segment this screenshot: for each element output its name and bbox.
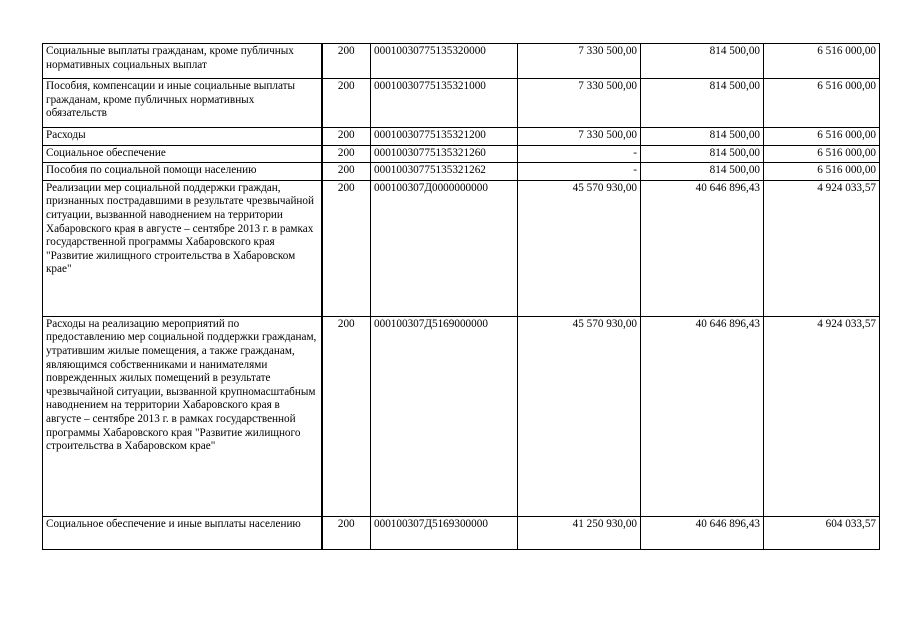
row-executed-amount-cell: 814 500,00 [641,145,764,163]
row-name-cell: Пособия по социальной помощи населению [43,163,322,181]
row-unexecuted-amount-cell: 6 516 000,00 [764,79,880,128]
row-classification-code-cell: 00010030775135321262 [371,163,518,181]
row-classification-code-cell: 00010030775135321260 [371,145,518,163]
row-code-cell: 200 [322,316,371,516]
row-approved-amount-cell: 7 330 500,00 [518,44,641,79]
row-name-cell: Расходы [43,128,322,146]
row-name-cell: Расходы на реализацию мероприятий по предоставлению мер социальной поддержки гражданам, утратившим жилые помещения, а также гражданам, являющимся собственниками и нанимателями поврежденных жилых помещений в результате чрезвычайной ситуации, вызванной крупномасштабным наводнением на территории Хабаровского края в августе – сентябре 2013 г. в рамках государственной программы Хабаровского края "Развитие жилищного строительства в Хабаровском крае" [43,316,322,516]
row-code-cell: 200 [322,516,371,549]
row-code-cell: 200 [322,128,371,146]
row-classification-code-cell: 000100307Д0000000000 [371,180,518,316]
row-code-cell: 200 [322,163,371,181]
row-executed-amount-cell: 40 646 896,43 [641,180,764,316]
row-unexecuted-amount-cell: 4 924 033,57 [764,180,880,316]
row-name-cell: Социальное обеспечение и иные выплаты населению [43,516,322,549]
row-executed-amount-cell: 814 500,00 [641,163,764,181]
row-unexecuted-amount-cell: 4 924 033,57 [764,316,880,516]
row-executed-amount-cell: 814 500,00 [641,44,764,79]
row-code-cell: 200 [322,79,371,128]
row-name-cell: Реализации мер социальной поддержки граждан, признанных пострадавшими в результате чрезвычайной ситуации, вызванной наводнением на территории Хабаровского края в августе – сентябре 2013 г. в рамках государственной программы Хабаровского края "Развитие жилищного строительства в Хабаровском крае" [43,180,322,316]
row-classification-code-cell: 000100307Д5169300000 [371,516,518,549]
row-approved-amount-cell: - [518,145,641,163]
row-approved-amount-cell: - [518,163,641,181]
row-unexecuted-amount-cell: 6 516 000,00 [764,44,880,79]
table-row [43,44,880,79]
row-name-cell: Социальное обеспечение [43,145,322,163]
table-row [43,163,880,181]
row-name-cell: Пособия, компенсации и иные социальные выплаты гражданам, кроме публичных нормативных обязательств [43,79,322,128]
row-unexecuted-amount-cell: 6 516 000,00 [764,128,880,146]
row-executed-amount-cell: 814 500,00 [641,79,764,128]
row-executed-amount-cell: 814 500,00 [641,128,764,146]
row-unexecuted-amount-cell: 6 516 000,00 [764,163,880,181]
row-approved-amount-cell: 45 570 930,00 [518,180,641,316]
row-approved-amount-cell: 41 250 930,00 [518,516,641,549]
table-row [43,145,880,163]
table-row [43,180,880,316]
budget-table [42,43,880,550]
table-row [43,516,880,549]
budget-table-body [43,44,880,550]
row-executed-amount-cell: 40 646 896,43 [641,516,764,549]
row-code-cell: 200 [322,145,371,163]
table-row [43,79,880,128]
row-approved-amount-cell: 7 330 500,00 [518,79,641,128]
row-classification-code-cell: 00010030775135321200 [371,128,518,146]
row-unexecuted-amount-cell: 6 516 000,00 [764,145,880,163]
row-classification-code-cell: 000100307Д5169000000 [371,316,518,516]
budget-report-table-fragment [42,43,880,550]
row-approved-amount-cell: 45 570 930,00 [518,316,641,516]
row-unexecuted-amount-cell: 604 033,57 [764,516,880,549]
table-row [43,316,880,516]
table-row [43,128,880,146]
row-approved-amount-cell: 7 330 500,00 [518,128,641,146]
row-executed-amount-cell: 40 646 896,43 [641,316,764,516]
row-classification-code-cell: 00010030775135321000 [371,79,518,128]
row-code-cell: 200 [322,180,371,316]
row-code-cell: 200 [322,44,371,79]
row-classification-code-cell: 00010030775135320000 [371,44,518,79]
row-name-cell: Социальные выплаты гражданам, кроме публичных нормативных социальных выплат [43,44,322,79]
